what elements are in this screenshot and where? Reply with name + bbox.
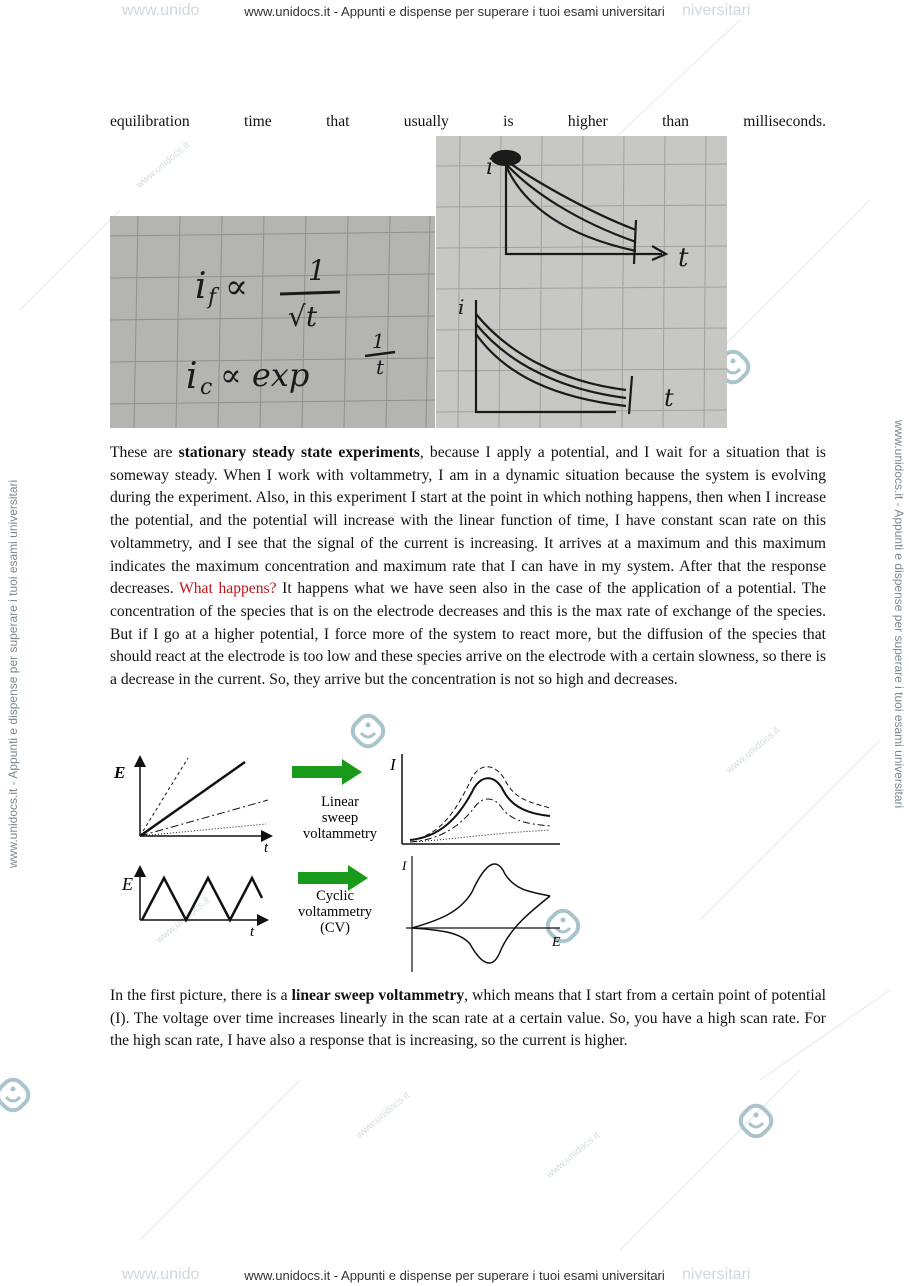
cv-right-ylabel: I	[402, 858, 407, 873]
bottom-plot-xlabel: t	[664, 384, 674, 412]
diagonal-watermark: www.unidocs.it	[544, 1130, 602, 1181]
cv-right-xlabel: E	[552, 935, 561, 950]
question-highlight: What happens?	[179, 580, 277, 598]
word: is	[503, 113, 514, 130]
word: equilibration	[110, 113, 190, 130]
intro-line	[110, 113, 826, 131]
cv-left-ylabel: E	[122, 874, 133, 894]
diagonal-watermark: www.unidocs.it	[134, 140, 192, 191]
word: milliseconds.	[743, 113, 826, 130]
lsv-caption-line: sweep	[321, 810, 359, 826]
bold-term: stationary steady state experiments	[178, 444, 420, 461]
right-side-watermark: www.unidocs.it - Appunti e dispense per superare i tuoi esami universitari	[892, 420, 906, 809]
word: time	[244, 113, 272, 130]
word: than	[662, 113, 689, 130]
lsv-left-ylabel: E	[114, 763, 126, 782]
voltammetry-figure	[110, 752, 580, 974]
current-decay-photo	[436, 136, 727, 428]
cv-caption-line: (CV)	[320, 920, 350, 936]
text-run: , which means that I start from a certain point of potential (I). The voltage over time increases linearly in the scan rate at a certain value. So, you have a high scan rate. For the high scan rate, I have also a response that is increasing, so the current is higher.	[110, 987, 826, 1050]
watermark-ghost-right-bottom: niversitari	[682, 1266, 751, 1283]
text-run: These are	[110, 444, 179, 461]
cv-left-xlabel: t	[250, 924, 255, 940]
bold-term: linear sweep voltammetry	[291, 987, 465, 1004]
footer-watermark: www.unidocs.it - Appunti e dispense per superare i tuoi esami universitari	[244, 1268, 665, 1283]
cv-caption-line: Cyclic	[316, 888, 354, 904]
cv-caption-line: voltammetry	[297, 904, 373, 920]
paragraph-linear-sweep	[110, 985, 826, 1053]
header-watermark: www.unidocs.it - Appunti e dispense per superare i tuoi esami universitari	[244, 4, 665, 19]
formula-if-sub: f	[208, 285, 217, 310]
arrow-right-icon	[292, 759, 362, 785]
word: usually	[403, 113, 449, 130]
top-plot-ylabel: i	[486, 155, 494, 180]
unidocs-logo-icon	[345, 708, 391, 754]
unidocs-logo-icon	[0, 1072, 36, 1118]
top-plot-xlabel: t	[678, 243, 689, 273]
watermark-ghost-left-bottom: www.unido	[122, 1266, 200, 1283]
lsv-caption-line: voltammetry	[302, 826, 378, 842]
left-side-watermark: www.unidocs.it - Appunti e dispense per superare i tuoi esami universitari	[6, 479, 20, 868]
lsv-left-xlabel: t	[264, 840, 269, 856]
text-run: It happens what we have seen also in the case of the application of a potential. The concentration of the species that is on the electrode decreases and this is the max rate of exchange of the species. But if I go at a higher potential, I force more of the system to react more, but the diffusion of the species that should react at the electrode is too low and these species arrive on the electrode with a certain slowness, so there is a decrease in the current. So, they arrive but the concentration is not so high and decreases.	[110, 580, 827, 689]
formula-if-num: 1	[308, 254, 326, 287]
formula-if-lhs: i	[195, 266, 207, 307]
watermark-ghost-left: www.unido	[122, 2, 200, 19]
bottom-plot-ylabel: i	[458, 295, 465, 319]
formula-if-rel: ∝	[225, 267, 249, 307]
text-run: , because I apply a potential, and I wait for a situation that is someway steady. When I work with voltammetry, I am in a dynamic situation because the system is evolving during the experiment. Also, in this experiment I start at the point in which nothing happens, then when I increase the potential, and the potential will increase with the linear function of time, I have constant scan rate on this voltammetry, and I see that the signal of the current is increasing. It arrives at a maximum and this maximum indicates the maximum concentration and maximum rate that I can have in my system. After that the response decreases.	[110, 444, 826, 598]
paragraph-steady-state	[110, 442, 826, 692]
lsv-right-ylabel: I	[390, 755, 396, 774]
lsv-caption-line: Linear	[321, 794, 359, 810]
diagonal-watermark: www.unidocs.it	[354, 1090, 412, 1141]
text-run: In the first picture, there is a	[110, 987, 292, 1004]
formula-ic-sub: c	[200, 375, 213, 400]
diagonal-watermark: www.unidocs.it	[724, 725, 782, 776]
diagonal-watermark: www.unidocs.it	[154, 895, 212, 946]
formula-ic-rel: ∝ exp	[220, 356, 310, 394]
formula-photo	[110, 216, 435, 428]
formula-ic-exp-num: 1	[372, 329, 385, 353]
unidocs-logo-icon	[733, 1098, 779, 1144]
formula-ic-lhs: i	[186, 356, 198, 397]
word: higher	[567, 113, 608, 130]
word: that	[326, 113, 350, 130]
formula-if-den: √t	[288, 300, 318, 333]
formula-ic-exp-den: t	[376, 355, 385, 379]
watermark-ghost-right: niversitari	[682, 2, 751, 19]
